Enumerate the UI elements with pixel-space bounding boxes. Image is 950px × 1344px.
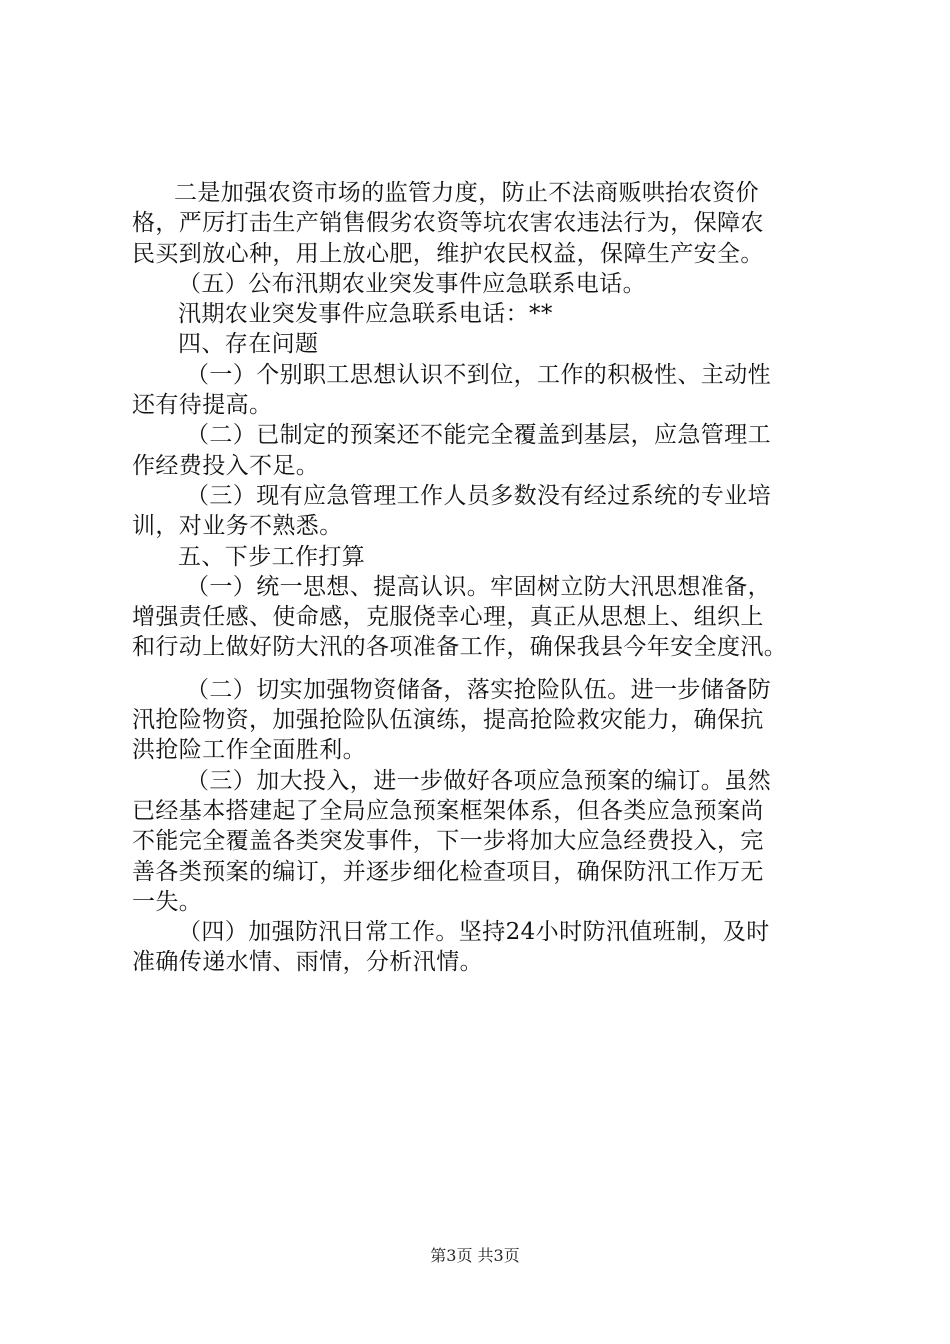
text-line: 四、存在问题: [178, 331, 319, 358]
page-number: 第3页 共3页: [430, 1246, 520, 1265]
text-line: 增强责任感、使命感，克服侥幸心理，真正从思想上、组织上: [132, 604, 764, 631]
text-line: 训，对业务不熟悉。: [132, 513, 343, 540]
text-line: 善各类预案的编订，并逐步细化检查项目，确保防汛工作万无: [132, 858, 764, 885]
text-line: 一失。: [132, 888, 203, 915]
text-line: （三）加大投入，进一步做好各项应急预案的编订。虽然: [186, 767, 771, 794]
text-line: 还有待提高。: [132, 392, 273, 419]
text-line: 汛抢险物资，加强抢险队伍演练，提高抢险救灾能力，确保抗: [132, 707, 764, 734]
paragraph-gap: [132, 663, 822, 675]
text-line: 和行动上做好防大汛的各项准备工作，确保我县今年安全度汛。: [132, 634, 788, 661]
text-line: 二是加强农资市场的监管力度，防止不法商贩哄抬农资价: [174, 180, 759, 206]
text-line: （一）统一思想、提高认识。牢固树立防大汛思想准备，: [186, 573, 771, 600]
text-line: 民买到放心种，用上放心肥，维护农民权益，保障生产安全。: [132, 240, 764, 267]
text-line: 准确传递水情、雨情，分析汛情。: [132, 949, 483, 976]
text-line: 不能完全覆盖各类突发事件，下一步将加大应急经费投入，完: [132, 828, 764, 855]
text-line: 五、下步工作打算: [178, 543, 366, 570]
text-line: 洪抢险工作全面胜利。: [132, 737, 366, 764]
page-footer: [0, 1243, 950, 1266]
text-line: 已经基本搭建起了全局应急预案框架体系，但各类应急预案尚: [132, 797, 764, 824]
text-line: 格，严厉打击生产销售假劣农资等坑农害农违法行为，保障农: [132, 210, 764, 237]
text-line: 作经费投入不足。: [132, 452, 320, 479]
document-body: [132, 178, 822, 978]
text-line: （一）个别职工思想认识不到位，工作的积极性、主动性: [186, 361, 771, 388]
text-line: （三）现有应急管理工作人员多数没有经过系统的专业培: [186, 482, 771, 509]
text-line: 汛期农业突发事件应急联系电话：**: [178, 301, 553, 328]
text-line: （二）已制定的预案还不能完全覆盖到基层，应急管理工: [186, 422, 771, 449]
text-line: （二）切实加强物资储备，落实抢险队伍。进一步储备防: [186, 676, 771, 703]
text-line: （五）公布汛期农业突发事件应急联系电话。: [178, 270, 646, 297]
text-line: （四）加强防汛日常工作。坚持24小时防汛值班制，及时: [178, 919, 770, 946]
